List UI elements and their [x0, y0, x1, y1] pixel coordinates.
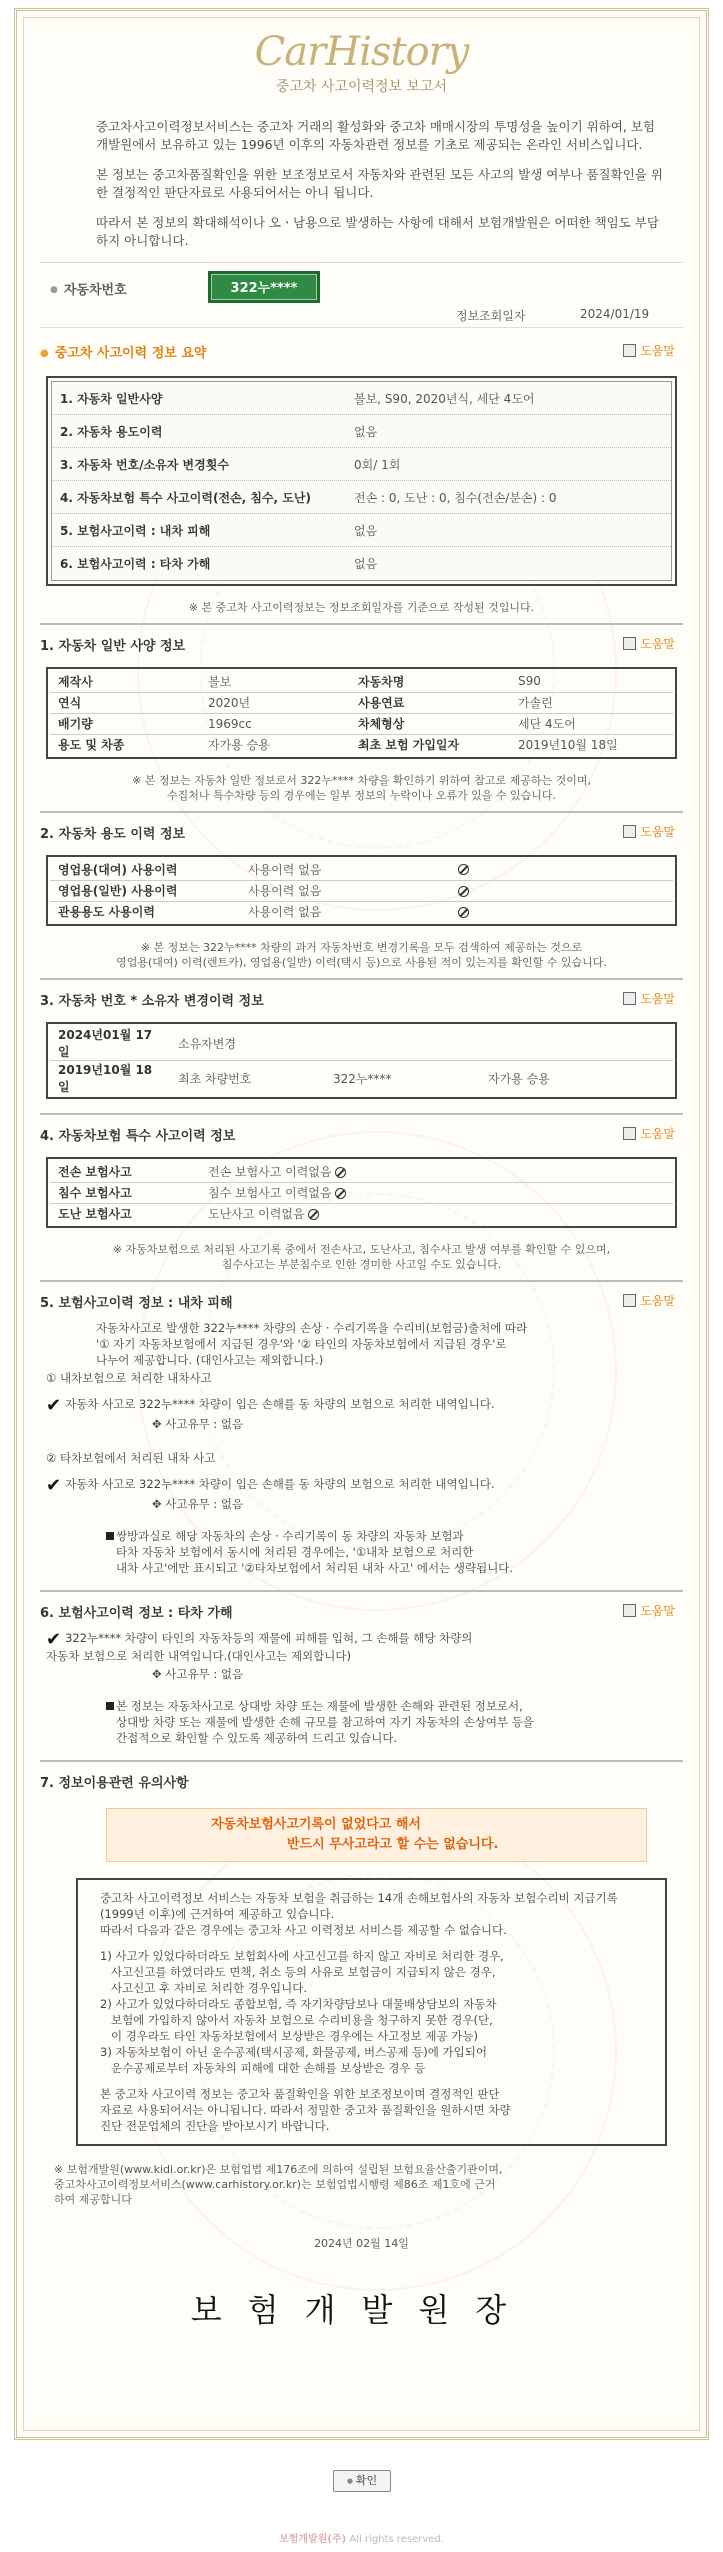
spec-table: [46, 667, 677, 759]
report-content: [40, 30, 683, 2331]
summary-table: [51, 381, 672, 581]
usage-label: 영업용(일반) 사용이력: [50, 880, 240, 901]
help-icon: [623, 637, 636, 650]
owner-cell: 자가용 승용: [488, 1071, 550, 1086]
usage-status: [450, 880, 673, 901]
owner-cell: 최초 차량번호: [178, 1071, 252, 1086]
summary-item-label: 2. 자동차 용도이력: [60, 424, 163, 439]
check-icon: ✔: [46, 1475, 62, 1496]
owner-cell: [325, 1026, 480, 1061]
own-damage-sub2-cause: ✥ 사고유무 : 없음: [152, 1497, 244, 1511]
no-symbol-icon: [308, 1209, 319, 1220]
own-damage-sub1-text: ✔ 자동차 사고로 322누**** 차량이 입은 손해를 동 차량의 보험으로 처리한 내역입니다.: [46, 1395, 495, 1416]
table-row: [50, 671, 673, 692]
own-damage-sub1-cause: ✥ 사고유무 : 없음: [152, 1417, 244, 1431]
notice-paragraph: 중고차 사고이력정보 서비스는 자동차 보험을 취급하는 14개 손해보험사의 자동차 보험수리비 지급기록(1999년 이후)에 근거하여 제공하고 있습니다. 따라서 다음과 같은 경우에는 중고차 사고 이력정보 서비스를 제공할 수 없습니다.: [100, 1891, 618, 1937]
summary-box: [46, 376, 677, 586]
move-icon: ✥: [152, 1497, 166, 1511]
no-symbol-icon: [458, 907, 469, 918]
help-icon: [623, 825, 636, 838]
usage-table: [46, 855, 677, 926]
help-icon: [623, 1127, 636, 1140]
help-link[interactable]: 도움말: [623, 342, 675, 359]
table-row: [50, 713, 673, 734]
report-subtitle: 중고차 사고이력정보 보고서: [275, 79, 448, 95]
owner-section: [40, 990, 683, 1099]
caution-section: [40, 1772, 683, 2331]
help-link[interactable]: 도움말: [623, 1292, 675, 1309]
table-row: [50, 1061, 673, 1096]
divider: [40, 1280, 683, 1282]
notice-list: 1) 사고가 있었다하더라도 보험회사에 사고신고를 하지 않고 자비로 처리한 경우, 사고신고를 하였더라도 면책, 취소 등의 사유로 보험금이 지급되지 않은 경우, 사고신고 후 자비로 처리한 경우입니다. 2) 사고가 있었다하더라도 종합보험, 즉 자기차량담보나 대물배상담보의 자동차 보험에 가입하지 않아서 자동차 보험으로 수리비용을 청구하지 못한 경우(단, 이 경우라도 타인 자동차보험에서 보상받은 경우에는 사고정보 제공 가능) 3) 자동차보험이 아닌 운수공제(택시공제, 화물공제, 버스공제 등)에 가입되어 운수공제로부터 자동차의 피해에 대한 손해를 보상받은 경우 등: [100, 1949, 504, 2075]
own-damage-title: 5. 보험사고이력 정보 : 내차 피해 도움말: [40, 1294, 675, 1311]
spec-value: 자가용 승용: [208, 738, 270, 753]
table-row: [50, 859, 673, 880]
intro-paragraph: 중고차사고이력정보서비스는 중고차 거래의 활성화와 중고차 매매시장의 투명성을 높이기 위하여, 보험개발원에서 보유하고 있는 1996년 이후의 자동차관련 정보를 기초로 제공되는 온라인 서비스입니다.: [96, 119, 655, 152]
divider: [40, 1113, 683, 1115]
spec-label: 연식: [50, 692, 200, 713]
owner-table: [46, 1022, 677, 1099]
own-damage-note: 쌍방과실로 해당 자동차의 손상 · 수리기록이 동 차량의 자동차 보험과 타차 자동차 보험에서 동시에 처리된 경우에는, '①내차 보험으로 처리한 내차 사고'에만 표시되고 '②타차보험에서 처리된 내차 사고' 에서는 생략됩니다.: [106, 1528, 683, 1576]
other-damage-title: 6. 보험사고이력 정보 : 타차 가해 도움말: [40, 1604, 675, 1621]
check-icon: ✔: [46, 1395, 62, 1416]
other-damage-text1: ✔ 322누**** 차량이 타인의 자동차등의 재물에 피해를 입혀, 그 손해를 해당 차량의: [46, 1629, 473, 1650]
divider: [40, 811, 683, 813]
owner-cell: 322누****: [333, 1071, 392, 1086]
owner-title: 3. 자동차 번호 * 소유자 변경이력 정보 도움말: [40, 992, 675, 1009]
summary-item-label: 6. 보험사고이력 : 타차 가해: [60, 557, 211, 571]
copyright: 보험개발원(주) All rights reserved.: [279, 2534, 444, 2545]
spec-label: 제작사: [50, 671, 200, 692]
summary-row: [52, 547, 671, 580]
summary-item-value: 전손 : 0, 도난 : 0, 침수(전손/분손) : 0: [354, 490, 557, 505]
usage-status: [450, 859, 673, 880]
check-icon: ✔: [46, 1629, 62, 1650]
other-damage-cause: ✥ 사고유무 : 없음: [152, 1667, 244, 1681]
issue-date: 2024년 02월 14일: [314, 2237, 409, 2250]
spec-note: ※ 본 정보는 자동차 일반 정보로서 322누**** 차량을 확인하기 위하여 참고로 제공하는 것이며, 수집처나 특수차량 등의 경우에는 일부 정보의 누락이나 오류가 있을 수 있습니다.: [132, 774, 591, 802]
summary-row: [52, 415, 671, 448]
table-row: [50, 901, 673, 922]
divider: [40, 623, 683, 625]
summary-item-value: 없음: [354, 557, 378, 571]
move-icon: ✥: [152, 1417, 166, 1431]
special-label: 도난 보험사고: [58, 1207, 132, 1222]
table-row: [50, 692, 673, 713]
own-damage-sub2: ② 타차보험에서 처리된 내차 사고: [46, 1451, 216, 1465]
spec-label: 자동차명: [350, 671, 510, 692]
summary-item-value: 없음: [354, 424, 378, 439]
query-date-label: 정보조회일자: [456, 309, 526, 323]
divider: [40, 1590, 683, 1592]
special-value-text: 도난사고 이력없음: [208, 1207, 305, 1222]
summary-item-value: 볼보, S90, 2020년식, 세단 4도어: [354, 391, 535, 406]
own-damage-section: [40, 1292, 683, 1576]
usage-note: ※ 본 정보는 322누**** 차량의 과거 자동차번호 변경기록을 모두 검색하여 제공하는 것으로 영업용(대여) 이력(렌트카), 영업용(일반) 이력(택시 등)으로 사용된 적이 있는지를 확인할 수 있습니다.: [116, 941, 607, 969]
move-icon: ✥: [152, 1667, 166, 1681]
summary-item-label: 1. 자동차 일반사양: [60, 391, 163, 406]
vehicle-info-row: [40, 262, 683, 328]
no-symbol-icon: [458, 886, 469, 897]
spec-value: 1969cc: [200, 713, 350, 734]
summary-item-label: 3. 자동차 번호/소유자 변경횟수: [60, 457, 229, 472]
special-value: [200, 1203, 673, 1224]
square-bullet-icon: [106, 1532, 114, 1540]
spec-value: 2019년10월 18일: [518, 738, 618, 753]
help-link[interactable]: 도움말: [623, 635, 675, 652]
plate-label: ● 자동차번호: [50, 279, 127, 298]
summary-title: ● 중고차 사고이력 정보 요약 도움말: [40, 344, 675, 361]
spec-value: 가솔린: [510, 692, 673, 713]
special-value: [200, 1182, 673, 1203]
usage-value: 사용이력 없음: [240, 859, 450, 880]
owner-cell: 소유자변경: [170, 1026, 325, 1061]
usage-value: 사용이력 없음: [240, 880, 450, 901]
usage-label: 관용용도 사용이력: [58, 905, 155, 920]
carhistory-logo: CarHistory: [254, 29, 469, 75]
owner-cell: [480, 1026, 673, 1061]
divider: [40, 978, 683, 980]
usage-value: 사용이력 없음: [248, 905, 322, 920]
no-symbol-icon: [335, 1188, 346, 1199]
help-link[interactable]: 도움말: [623, 823, 675, 840]
usage-label: 영업용(대여) 사용이력: [50, 859, 240, 880]
special-label: 전손 보험사고: [50, 1161, 200, 1182]
own-damage-sub2-text: ✔ 자동차 사고로 322누**** 차량이 입은 손해를 동 차량의 보험으로 처리한 내역입니다.: [46, 1475, 495, 1496]
special-value-text: 침수 보험사고 이력없음: [208, 1186, 332, 1200]
no-symbol-icon: [335, 1167, 346, 1178]
spec-value: 세단 4도어: [510, 713, 673, 734]
divider: [40, 1760, 683, 1762]
intro-paragraph: 따라서 본 정보의 확대해석이나 오ㆍ남용으로 발생하는 사항에 대해서 보험개발원은 어떠한 책임도 부담하지 아니합니다.: [96, 215, 659, 248]
query-date: 2024/01/19: [580, 307, 650, 321]
special-table: [46, 1157, 677, 1228]
intro-paragraph: 본 정보는 중고차품질확인을 위한 보조정보로서 자동차와 관련된 모든 사고의 발생 여부나 품질확인을 위한 결정적인 판단자료로 사용되어서는 아니 됩니다.: [96, 167, 663, 200]
help-icon: [623, 1604, 636, 1617]
special-value: [200, 1161, 673, 1182]
intro-text: [96, 118, 663, 250]
table-row: [50, 1203, 673, 1224]
summary-row: [52, 382, 671, 415]
spec-title: 1. 자동차 일반 사양 정보 도움말: [40, 637, 675, 654]
warning-line-2: 반드시 무사고라고 할 수는 없습니다.: [287, 1837, 499, 1852]
summary-note: ※ 본 중고차 사고이력정보는 정보조회일자를 기준으로 작성된 것입니다.: [188, 601, 535, 614]
help-link[interactable]: 도움말: [623, 1125, 675, 1142]
table-row: [50, 880, 673, 901]
help-icon: [623, 344, 636, 357]
no-symbol-icon: [458, 864, 469, 875]
summary-item-value: 없음: [354, 523, 378, 538]
caution-title: 7. 정보이용관련 유의사항: [40, 1776, 189, 1791]
owner-cell: 2024년01월 17일: [50, 1026, 170, 1061]
notice-paragraph: 본 중고차 사고이력 정보는 중고차 품질확인을 위한 보조정보이며 결정적인 판단 자료로 사용되어서는 아니됩니다. 따라서 정밀한 중고차 품질확인을 원하시면 차량 진단 전문업체의 진단을 받아보시기 바랍니다.: [100, 2087, 511, 2133]
summary-item-value: 0회/ 1회: [354, 457, 401, 472]
table-row: [50, 1161, 673, 1182]
summary-row: [52, 481, 671, 514]
spec-value: 볼보: [200, 671, 350, 692]
other-damage-section: [40, 1602, 683, 1746]
spec-value: S90: [510, 671, 673, 692]
table-row: [50, 734, 673, 755]
legal-footer-note: ※ 보험개발원(www.kidi.or.kr)은 보험업법 제176조에 의하여 설립된 보험요율산출기관이며, 중고차사고이력정보서비스(www.carhistory.or.kr)는 보험업법시행령 제86조 제1호에 근거 하여 제공합니다: [54, 2163, 503, 2206]
special-title: 4. 자동차보험 특수 사고이력 정보 도움말: [40, 1127, 675, 1144]
spec-section: [40, 635, 683, 803]
spec-label: 용도 및 차종: [58, 738, 125, 753]
table-row: [50, 1026, 673, 1061]
summary-row: [52, 514, 671, 547]
own-damage-desc: 자동차사고로 발생한 322누**** 차량의 손상 · 수리기록을 수리비(보험금)출처에 따라 '① 자기 자동차보험에서 지급된 경우'와 '② 타인의 자동차보험에서 지급된 경우'로 나누어 제공합니다. (대인사고는 제외합니다.): [96, 1321, 528, 1367]
table-row: [50, 1182, 673, 1203]
spec-label: 최초 보험 가입일자: [358, 738, 460, 753]
special-label: 침수 보험사고: [50, 1182, 200, 1203]
spec-label: 차체형상: [350, 713, 510, 734]
usage-section: [40, 823, 683, 970]
summary-item-label: 5. 보험사고이력 : 내차 피해: [60, 523, 211, 538]
help-link[interactable]: 도움말: [623, 990, 675, 1007]
summary-row: [52, 448, 671, 481]
bullet-icon: ●: [40, 348, 49, 359]
usage-title: 2. 자동차 용도 이력 정보 도움말: [40, 825, 675, 842]
license-plate: 322누****: [208, 271, 320, 303]
other-damage-note: 본 정보는 자동차사고로 상대방 차량 또는 재물에 발생한 손해와 관련된 정보로서, 상대방 차량 또는 재물에 발생한 손해 규모를 참고하여 자기 자동차의 손상여부 등을 간접적으로 확인할 수 있도록 제공하여 드리고 있습니다.: [106, 1698, 683, 1746]
special-section: [40, 1125, 683, 1272]
special-value-text: 전손 보험사고 이력없음: [208, 1164, 332, 1179]
summary-item-label: 4. 자동차보험 특수 사고이력(전손, 침수, 도난): [60, 490, 311, 505]
spec-label: 사용연료: [350, 692, 510, 713]
confirm-button[interactable]: ● 확인: [333, 2470, 391, 2492]
special-note: ※ 자동차보험으로 처리된 사고기록 중에서 전손사고, 도난사고, 침수사고 발생 여부를 확인할 수 있으며, 침수사고는 부분침수로 인한 경미한 사고일 수도 있습니다.: [112, 1243, 611, 1271]
spec-value: 2020년: [200, 692, 350, 713]
summary-section: [40, 342, 683, 615]
issuer-name: 보험개발원장: [190, 2291, 533, 2329]
help-icon: [623, 992, 636, 1005]
spec-label: 배기량: [50, 713, 200, 734]
own-damage-sub1: ① 내차보험으로 처리한 내차사고: [46, 1371, 212, 1385]
help-icon: [623, 1294, 636, 1307]
warning-box: [106, 1808, 647, 1862]
square-bullet-icon: [106, 1702, 114, 1710]
owner-cell: 2019년10월 18일: [58, 1063, 153, 1094]
usage-status: [450, 901, 673, 922]
warning-line-1: 자동차보험사고기록이 없었다고 해서: [211, 1817, 421, 1832]
notice-box: [76, 1878, 667, 2146]
other-damage-text2: 자동차 보험으로 처리한 내역입니다.(대인사고는 제외합니다): [46, 1649, 351, 1663]
help-link[interactable]: 도움말: [623, 1602, 675, 1619]
